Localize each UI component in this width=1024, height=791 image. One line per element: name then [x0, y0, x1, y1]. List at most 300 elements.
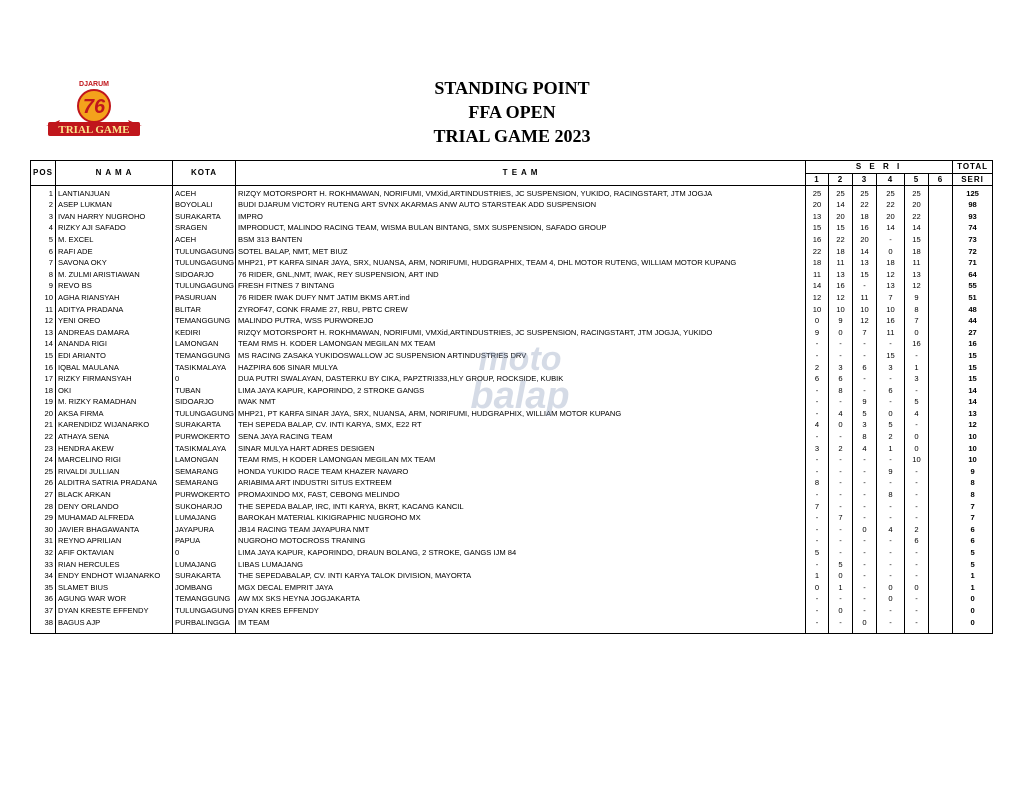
row-pos: 35 [31, 582, 56, 594]
row-pos: 31 [31, 535, 56, 547]
row-team: 76 RIDER IWAK DUFY NMT JATIM BKMS ART.ind [236, 292, 806, 304]
row-seri-6 [929, 512, 953, 524]
row-seri-4: - [877, 454, 905, 466]
row-seri-5: 25 [905, 185, 929, 199]
row-city: PURBALINGGA [173, 617, 236, 634]
row-seri-6 [929, 373, 953, 385]
table-row [31, 443, 993, 455]
row-total: 5 [953, 547, 993, 559]
row-city: TEMANGGUNG [173, 593, 236, 605]
table-row [31, 593, 993, 605]
row-team: BUDI DJARUM VICTORY RUTENG ART SVNX AKARMAS ANW AUTO STARSTEAK ADD SUSPENSION [236, 199, 806, 211]
row-city: TASIKMALAYA [173, 443, 236, 455]
row-total: 9 [953, 466, 993, 478]
table-row [31, 512, 993, 524]
row-city: PAPUA [173, 535, 236, 547]
row-pos: 16 [31, 362, 56, 374]
row-name: AFIF OKTAVIAN [56, 547, 173, 559]
table-row [31, 362, 993, 374]
row-total: 10 [953, 443, 993, 455]
row-total: 48 [953, 304, 993, 316]
row-seri-4: 0 [877, 582, 905, 594]
row-total: 15 [953, 373, 993, 385]
row-pos: 12 [31, 315, 56, 327]
row-seri-6 [929, 385, 953, 397]
row-seri-2: 14 [829, 199, 853, 211]
row-total: 71 [953, 257, 993, 269]
row-seri-3: 7 [853, 327, 877, 339]
row-seri-3: - [853, 535, 877, 547]
row-team: FRESH FITNES 7 BINTANG [236, 280, 806, 292]
table-row [31, 373, 993, 385]
row-team: IMPRODUCT, MALINDO RACING TEAM, WISMA BULAN BINTANG, SMX SUSPENSION, SAFADO GROUP [236, 222, 806, 234]
row-city: SIDOARJO [173, 396, 236, 408]
row-pos: 4 [31, 222, 56, 234]
row-seri-4: 11 [877, 327, 905, 339]
row-seri-6 [929, 535, 953, 547]
row-seri-6 [929, 234, 953, 246]
row-seri-5: 12 [905, 280, 929, 292]
row-city: 0 [173, 373, 236, 385]
row-city: TULUNGAGUNG [173, 408, 236, 420]
row-seri-5: - [905, 385, 929, 397]
row-total: 8 [953, 489, 993, 501]
row-city: SEMARANG [173, 477, 236, 489]
row-seri-5: - [905, 501, 929, 513]
row-name: RAFI ADE [56, 246, 173, 258]
row-seri-4: 22 [877, 199, 905, 211]
row-seri-4: - [877, 559, 905, 571]
row-seri-4: - [877, 535, 905, 547]
header-seri: S E R I [806, 161, 953, 174]
row-seri-4: 14 [877, 222, 905, 234]
row-city: SIDOARJO [173, 269, 236, 281]
table-row [31, 466, 993, 478]
table-row [31, 570, 993, 582]
table-row [31, 547, 993, 559]
row-total: 6 [953, 535, 993, 547]
row-total: 12 [953, 419, 993, 431]
row-seri-1: - [806, 350, 829, 362]
row-seri-1: - [806, 454, 829, 466]
watermark-line-1: moto [478, 340, 562, 378]
row-name: DENY ORLANDO [56, 501, 173, 513]
row-team: THE SEPEDA BALAP, IRC, INTI KARYA, BKRT, KACANG KANCIL [236, 501, 806, 513]
row-seri-2: 1 [829, 582, 853, 594]
row-seri-3: - [853, 373, 877, 385]
row-total: 55 [953, 280, 993, 292]
row-seri-5: 22 [905, 211, 929, 223]
row-seri-4: 0 [877, 408, 905, 420]
row-seri-6 [929, 362, 953, 374]
row-team: SINAR MULYA HART ADRES DESIGEN [236, 443, 806, 455]
row-seri-5: 2 [905, 524, 929, 536]
row-seri-1: - [806, 512, 829, 524]
row-seri-1: - [806, 466, 829, 478]
row-seri-5: 6 [905, 535, 929, 547]
row-seri-2: - [829, 477, 853, 489]
row-name: IVAN HARRY NUGROHO [56, 211, 173, 223]
row-total: 93 [953, 211, 993, 223]
row-seri-4: 1 [877, 443, 905, 455]
row-seri-3: - [853, 385, 877, 397]
row-team: MHP21, PT KARFA SINAR JAYA, SRX, NUANSA, ARM, NORIFUMI, HUDGRAPHIX, TEAM 4, DHL MOTOR RUTENG, WILLIAM MOTOR KUPANG [236, 257, 806, 269]
row-seri-6 [929, 185, 953, 199]
row-city: LUMAJANG [173, 559, 236, 571]
row-seri-3: 25 [853, 185, 877, 199]
row-team: MS RACING ZASAKA YUKIDOSWALLOW JC SUSPENSION ARTINDUSTRIES DRV [236, 350, 806, 362]
row-seri-1: - [806, 617, 829, 634]
row-seri-5: 15 [905, 234, 929, 246]
row-seri-1: 22 [806, 246, 829, 258]
row-name: SAVONA OKY [56, 257, 173, 269]
row-total: 44 [953, 315, 993, 327]
row-seri-4: 16 [877, 315, 905, 327]
row-city: PURWOKERTO [173, 489, 236, 501]
row-seri-4: 20 [877, 211, 905, 223]
watermark-line-2: balap [470, 375, 570, 416]
row-seri-6 [929, 211, 953, 223]
row-seri-3: 10 [853, 304, 877, 316]
row-seri-2: 5 [829, 559, 853, 571]
row-pos: 18 [31, 385, 56, 397]
row-seri-3: - [853, 280, 877, 292]
row-pos: 25 [31, 466, 56, 478]
row-seri-4: 25 [877, 185, 905, 199]
row-seri-2: - [829, 535, 853, 547]
row-city: JAYAPURA [173, 524, 236, 536]
row-seri-5: - [905, 547, 929, 559]
row-seri-1: - [806, 385, 829, 397]
table-row [31, 269, 993, 281]
row-seri-2: - [829, 431, 853, 443]
row-city: TULUNGAGUNG [173, 257, 236, 269]
row-total: 16 [953, 338, 993, 350]
row-seri-2: 2 [829, 443, 853, 455]
row-name: JAVIER BHAGAWANTA [56, 524, 173, 536]
row-team: RIZQY MOTORSPORT H. ROKHMAWAN, NORIFUMI, VMXid,ARTINDUSTRIES, JC SUSPENSION, YUKIDO, RACINGSTART, JTM JOGJA [236, 185, 806, 199]
table-row [31, 454, 993, 466]
row-seri-5: - [905, 419, 929, 431]
row-seri-5: 18 [905, 246, 929, 258]
row-seri-3: - [853, 559, 877, 571]
row-pos: 17 [31, 373, 56, 385]
row-name: M. EXCEL [56, 234, 173, 246]
row-seri-2: - [829, 338, 853, 350]
row-total: 13 [953, 408, 993, 420]
row-city: TULUNGAGUNG [173, 280, 236, 292]
row-total: 14 [953, 385, 993, 397]
row-seri-2: - [829, 547, 853, 559]
row-total: 6 [953, 524, 993, 536]
row-team: BSM 313 BANTEN [236, 234, 806, 246]
row-name: MARCELINO RIGI [56, 454, 173, 466]
row-pos: 13 [31, 327, 56, 339]
row-pos: 19 [31, 396, 56, 408]
table-row [31, 246, 993, 258]
row-seri-1: 20 [806, 199, 829, 211]
row-seri-1: - [806, 605, 829, 617]
row-seri-2: - [829, 617, 853, 634]
row-seri-5: 4 [905, 408, 929, 420]
row-pos: 11 [31, 304, 56, 316]
row-name: KARENDIDZ WIJANARKO [56, 419, 173, 431]
row-name: REYNO APRILIAN [56, 535, 173, 547]
row-city: SURAKARTA [173, 211, 236, 223]
row-seri-2: 0 [829, 327, 853, 339]
header-seri-1: 1 [806, 173, 829, 185]
table-row [31, 524, 993, 536]
row-city: ACEH [173, 185, 236, 199]
header-total-seri: SERI [953, 173, 993, 185]
row-seri-1: - [806, 593, 829, 605]
row-seri-6 [929, 477, 953, 489]
row-total: 8 [953, 477, 993, 489]
row-seri-3: - [853, 338, 877, 350]
row-name: LANTIANJUAN [56, 185, 173, 199]
row-pos: 32 [31, 547, 56, 559]
row-pos: 8 [31, 269, 56, 281]
row-seri-5: 0 [905, 327, 929, 339]
table-row [31, 199, 993, 211]
row-name: ANDREAS DAMARA [56, 327, 173, 339]
row-seri-6 [929, 443, 953, 455]
row-team: TEAM RMS H. KODER LAMONGAN MEGILAN MX TEAM [236, 338, 806, 350]
row-team: ARIABIMA ART INDUSTRI SITUS EXTREEM [236, 477, 806, 489]
row-seri-3: - [853, 501, 877, 513]
row-pos: 1 [31, 185, 56, 199]
row-seri-3: 9 [853, 396, 877, 408]
row-city: TEMANGGUNG [173, 315, 236, 327]
row-total: 15 [953, 362, 993, 374]
row-seri-2: 20 [829, 211, 853, 223]
row-seri-3: - [853, 570, 877, 582]
row-city: TULUNGAGUNG [173, 605, 236, 617]
row-seri-1: - [806, 559, 829, 571]
row-seri-3: 22 [853, 199, 877, 211]
row-seri-4: 5 [877, 419, 905, 431]
row-seri-3: 8 [853, 431, 877, 443]
row-seri-3: - [853, 350, 877, 362]
row-total: 73 [953, 234, 993, 246]
row-seri-4: 3 [877, 362, 905, 374]
row-seri-4: 13 [877, 280, 905, 292]
row-seri-2: - [829, 489, 853, 501]
row-team: LIBAS LUMAJANG [236, 559, 806, 571]
row-seri-3: 12 [853, 315, 877, 327]
row-seri-6 [929, 304, 953, 316]
row-seri-1: 4 [806, 419, 829, 431]
row-seri-3: 15 [853, 269, 877, 281]
title-line-3: TRIAL GAME 2023 [433, 126, 591, 146]
row-seri-1: - [806, 431, 829, 443]
row-name: HENDRA AKEW [56, 443, 173, 455]
row-seri-6 [929, 524, 953, 536]
row-seri-5: 9 [905, 292, 929, 304]
row-seri-6 [929, 419, 953, 431]
row-pos: 21 [31, 419, 56, 431]
row-seri-3: 0 [853, 617, 877, 634]
row-seri-1: 12 [806, 292, 829, 304]
row-seri-4: 10 [877, 304, 905, 316]
header-seri-5: 5 [905, 173, 929, 185]
row-name: BAGUS AJP [56, 617, 173, 634]
row-seri-6 [929, 570, 953, 582]
row-name: BLACK ARKAN [56, 489, 173, 501]
table-row [31, 617, 993, 634]
table-row [31, 338, 993, 350]
row-city: PASURUAN [173, 292, 236, 304]
row-seri-3: 3 [853, 419, 877, 431]
row-team: JB14 RACING TEAM JAYAPURA NMT [236, 524, 806, 536]
row-total: 98 [953, 199, 993, 211]
row-pos: 34 [31, 570, 56, 582]
row-pos: 2 [31, 199, 56, 211]
row-seri-6 [929, 222, 953, 234]
row-total: 7 [953, 501, 993, 513]
row-pos: 20 [31, 408, 56, 420]
row-city: TULUNGAGUNG [173, 246, 236, 258]
row-city: SURAKARTA [173, 570, 236, 582]
row-total: 1 [953, 582, 993, 594]
row-name: AGUNG WAR WOR [56, 593, 173, 605]
row-seri-2: 12 [829, 292, 853, 304]
row-total: 10 [953, 454, 993, 466]
row-seri-4: 15 [877, 350, 905, 362]
row-total: 14 [953, 396, 993, 408]
header-seri-4: 4 [877, 173, 905, 185]
row-seri-2: - [829, 466, 853, 478]
row-seri-1: - [806, 408, 829, 420]
row-city: LAMONGAN [173, 454, 236, 466]
row-pos: 9 [31, 280, 56, 292]
row-pos: 27 [31, 489, 56, 501]
row-seri-2: 16 [829, 280, 853, 292]
table-row [31, 280, 993, 292]
row-seri-3: 13 [853, 257, 877, 269]
row-seri-1: - [806, 535, 829, 547]
standings-body [31, 185, 993, 633]
row-name: AGHA RIANSYAH [56, 292, 173, 304]
row-seri-4: 0 [877, 246, 905, 258]
table-row [31, 315, 993, 327]
row-seri-5: 0 [905, 443, 929, 455]
logo-brand: DJARUM [79, 81, 109, 88]
row-seri-4: - [877, 373, 905, 385]
table-row [31, 605, 993, 617]
row-seri-3: 5 [853, 408, 877, 420]
row-team: AW MX SKS HEYNA JOGJAKARTA [236, 593, 806, 605]
row-seri-2: 15 [829, 222, 853, 234]
row-seri-5: - [905, 350, 929, 362]
row-pos: 23 [31, 443, 56, 455]
header-pos: POS [31, 161, 56, 186]
table-row [31, 385, 993, 397]
row-team: TEH SEPEDA BALAP, CV. INTI KARYA, SMX, E22 RT [236, 419, 806, 431]
row-pos: 38 [31, 617, 56, 634]
row-city: TASIKMALAYA [173, 362, 236, 374]
row-seri-6 [929, 199, 953, 211]
row-team: IWAK NMT [236, 396, 806, 408]
row-city: SRAGEN [173, 222, 236, 234]
row-name: EDI ARIANTO [56, 350, 173, 362]
row-seri-2: 0 [829, 605, 853, 617]
row-seri-3: - [853, 593, 877, 605]
row-seri-4: 8 [877, 489, 905, 501]
row-seri-3: - [853, 477, 877, 489]
row-seri-5: 11 [905, 257, 929, 269]
table-row [31, 419, 993, 431]
row-total: 0 [953, 605, 993, 617]
row-seri-2: 10 [829, 304, 853, 316]
row-name: REVO BS [56, 280, 173, 292]
row-team: HONDA YUKIDO RACE TEAM KHAZER NAVARO [236, 466, 806, 478]
row-seri-2: 25 [829, 185, 853, 199]
row-seri-6 [929, 605, 953, 617]
table-row [31, 211, 993, 223]
row-total: 7 [953, 512, 993, 524]
row-name: SLAMET BIUS [56, 582, 173, 594]
row-name: ANANDA RIGI [56, 338, 173, 350]
row-seri-1: 0 [806, 582, 829, 594]
row-pos: 7 [31, 257, 56, 269]
row-seri-4: 7 [877, 292, 905, 304]
row-seri-6 [929, 593, 953, 605]
document-title [0, 76, 1024, 148]
header-kota: KOTA [173, 161, 236, 186]
row-seri-6 [929, 454, 953, 466]
row-seri-5: 3 [905, 373, 929, 385]
row-pos: 24 [31, 454, 56, 466]
row-seri-1: 5 [806, 547, 829, 559]
row-city: TEMANGGUNG [173, 350, 236, 362]
row-pos: 33 [31, 559, 56, 571]
row-pos: 3 [31, 211, 56, 223]
row-seri-5: 0 [905, 582, 929, 594]
row-seri-2: 22 [829, 234, 853, 246]
row-pos: 14 [31, 338, 56, 350]
row-seri-6 [929, 408, 953, 420]
row-city: LUMAJANG [173, 512, 236, 524]
row-seri-5: - [905, 617, 929, 634]
row-seri-5: 5 [905, 396, 929, 408]
row-pos: 22 [31, 431, 56, 443]
table-row [31, 350, 993, 362]
row-pos: 28 [31, 501, 56, 513]
row-seri-2: - [829, 454, 853, 466]
header-team: T E A M [236, 161, 806, 186]
row-name: IQBAL MAULANA [56, 362, 173, 374]
row-seri-4: 9 [877, 466, 905, 478]
row-city: SEMARANG [173, 466, 236, 478]
row-team: HAZPIRA 606 SINAR MULYA [236, 362, 806, 374]
row-seri-4: - [877, 605, 905, 617]
row-seri-4: 0 [877, 593, 905, 605]
row-seri-5: 14 [905, 222, 929, 234]
row-team: MGX DECAL EMPRIT JAYA [236, 582, 806, 594]
row-seri-1: 6 [806, 373, 829, 385]
title-line-1: STANDING POINT [434, 78, 590, 98]
row-seri-4: - [877, 338, 905, 350]
row-name: YENI OREO [56, 315, 173, 327]
table-row [31, 535, 993, 547]
title-line-2: FFA OPEN [468, 102, 556, 122]
row-name: ALDITRA SATRIA PRADANA [56, 477, 173, 489]
row-seri-6 [929, 559, 953, 571]
row-total: 125 [953, 185, 993, 199]
row-name: ATHAYA SENA [56, 431, 173, 443]
row-seri-5: - [905, 593, 929, 605]
